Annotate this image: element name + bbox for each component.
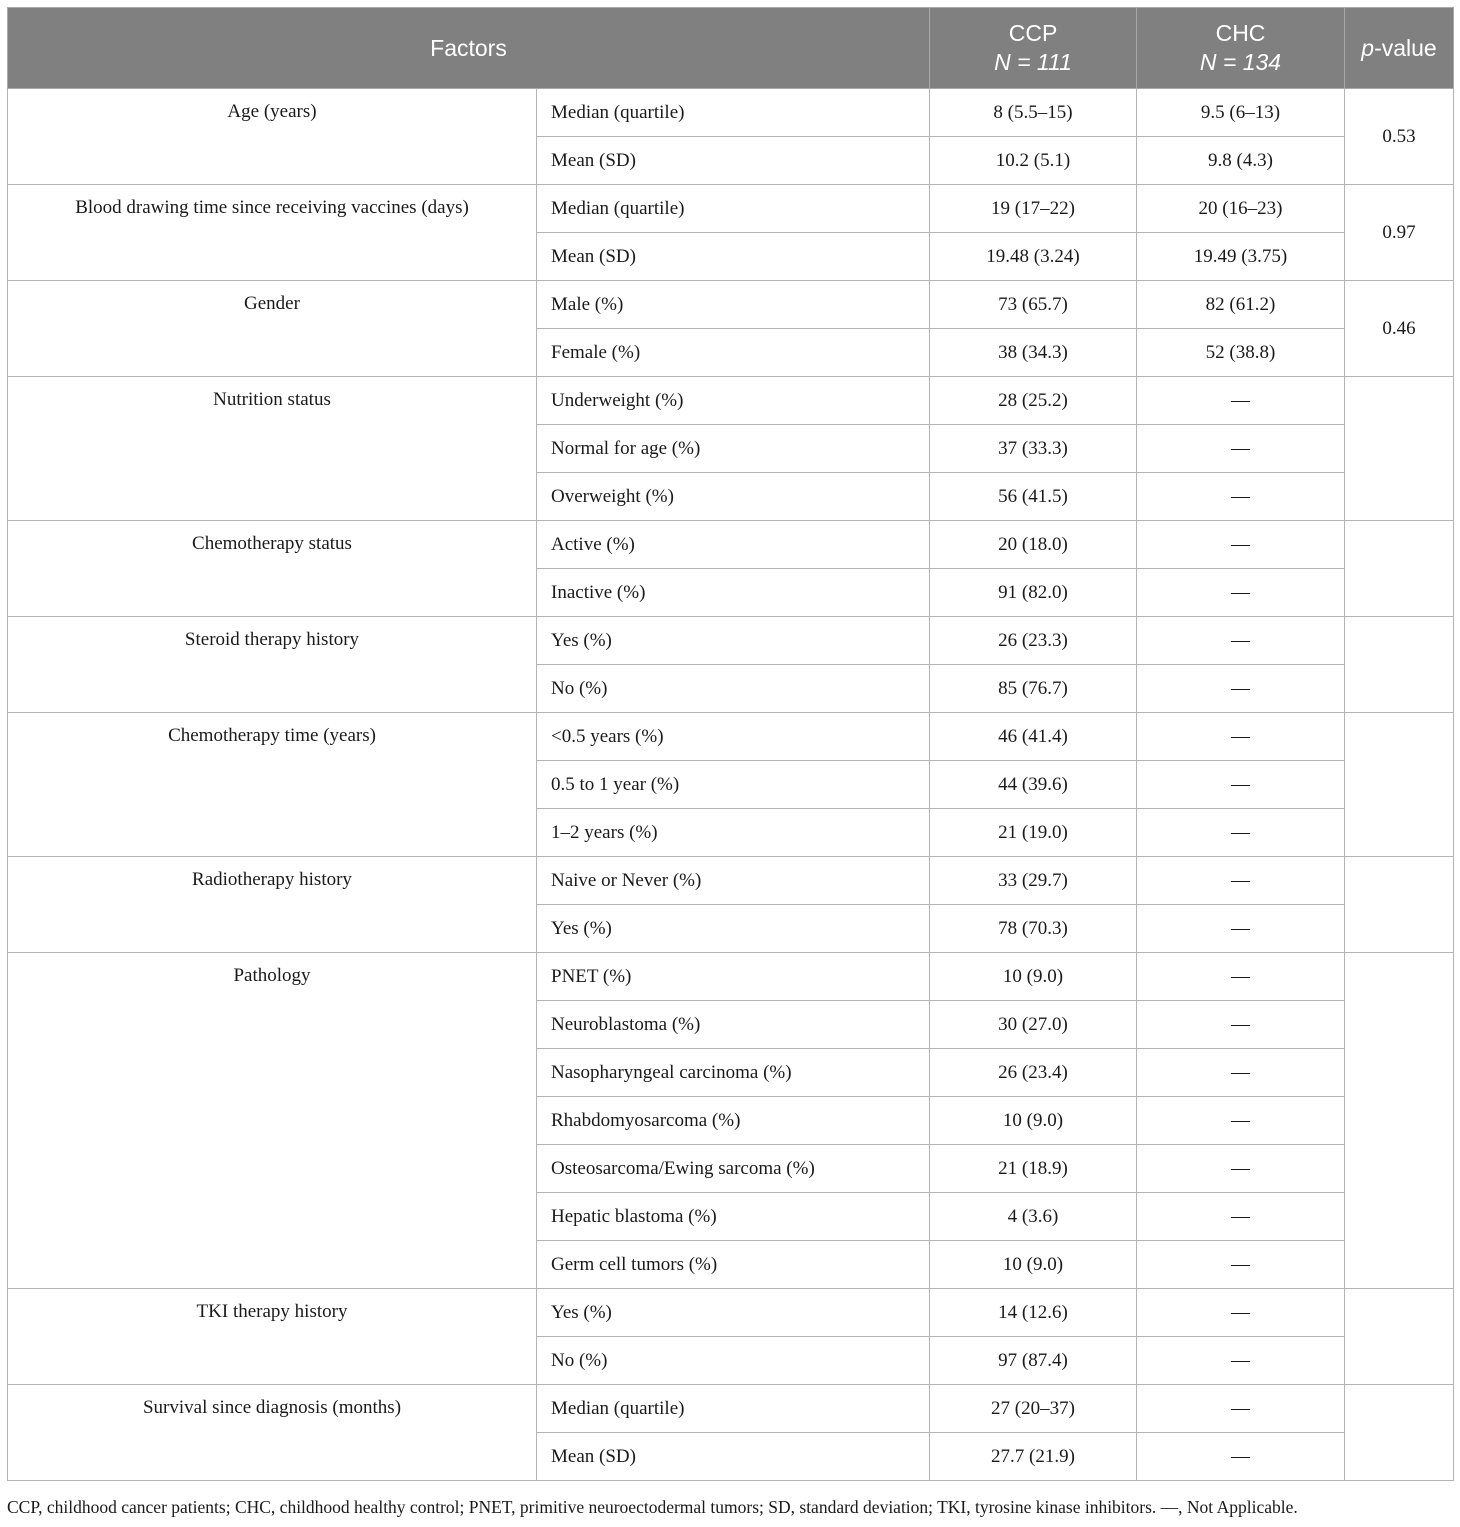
chc-value-cell: —	[1137, 1001, 1345, 1049]
factor-cell: Nutrition status	[8, 377, 537, 521]
table-body	[8, 89, 1454, 1481]
ccp-value-cell: 21 (19.0)	[930, 809, 1137, 857]
chc-value-cell: —	[1137, 1337, 1345, 1385]
factor-cell: Chemotherapy status	[8, 521, 537, 617]
header-ccp-n-text: N = 111	[994, 49, 1072, 75]
chc-value-cell: 82 (61.2)	[1137, 281, 1345, 329]
table-row	[8, 281, 1454, 329]
level-cell: Naive or Never (%)	[537, 857, 930, 905]
chc-value-cell: —	[1137, 377, 1345, 425]
chc-value-cell: 9.5 (6–13)	[1137, 89, 1345, 137]
level-cell: <0.5 years (%)	[537, 713, 930, 761]
chc-value-cell: —	[1137, 1289, 1345, 1337]
ccp-value-cell: 44 (39.6)	[930, 761, 1137, 809]
chc-value-cell: —	[1137, 473, 1345, 521]
ccp-value-cell: 8 (5.5–15)	[930, 89, 1137, 137]
ccp-value-cell: 91 (82.0)	[930, 569, 1137, 617]
chc-value-cell: —	[1137, 665, 1345, 713]
chc-value-cell: —	[1137, 809, 1345, 857]
factor-cell: TKI therapy history	[8, 1289, 537, 1385]
ccp-value-cell: 26 (23.4)	[930, 1049, 1137, 1097]
p-value-cell	[1345, 1289, 1454, 1385]
ccp-value-cell: 73 (65.7)	[930, 281, 1137, 329]
header-chc-label: CHC	[1215, 20, 1266, 46]
level-cell: Mean (SD)	[537, 137, 930, 185]
chc-value-cell: 9.8 (4.3)	[1137, 137, 1345, 185]
level-cell: Nasopharyngeal carcinoma (%)	[537, 1049, 930, 1097]
chc-value-cell: —	[1137, 425, 1345, 473]
chc-value-cell: 20 (16–23)	[1137, 185, 1345, 233]
chc-value-cell: —	[1137, 1145, 1345, 1193]
chc-value-cell: —	[1137, 569, 1345, 617]
level-cell: Mean (SD)	[537, 233, 930, 281]
chc-value-cell: —	[1137, 1241, 1345, 1289]
level-cell: Overweight (%)	[537, 473, 930, 521]
level-cell: Underweight (%)	[537, 377, 930, 425]
table-row	[8, 377, 1454, 425]
p-value-cell	[1345, 713, 1454, 857]
table-row	[8, 617, 1454, 665]
ccp-value-cell: 97 (87.4)	[930, 1337, 1137, 1385]
factor-cell: Radiotherapy history	[8, 857, 537, 953]
header-chc	[1137, 8, 1345, 89]
table-row	[8, 857, 1454, 905]
header-p-rest: -value	[1374, 34, 1437, 61]
ccp-value-cell: 4 (3.6)	[930, 1193, 1137, 1241]
ccp-value-cell: 20 (18.0)	[930, 521, 1137, 569]
chc-value-cell: —	[1137, 857, 1345, 905]
p-value-cell	[1345, 953, 1454, 1289]
chc-value-cell: —	[1137, 521, 1345, 569]
chc-value-cell: —	[1137, 1049, 1345, 1097]
factor-cell: Survival since diagnosis (months)	[8, 1385, 537, 1481]
ccp-value-cell: 28 (25.2)	[930, 377, 1137, 425]
header-chc-n	[1137, 48, 1344, 77]
chc-value-cell: —	[1137, 761, 1345, 809]
p-value-cell	[1345, 1385, 1454, 1481]
level-cell: Normal for age (%)	[537, 425, 930, 473]
table-row	[8, 1289, 1454, 1337]
table-row	[8, 185, 1454, 233]
chc-value-cell: —	[1137, 1385, 1345, 1433]
table-row	[8, 713, 1454, 761]
level-cell: Yes (%)	[537, 617, 930, 665]
chc-value-cell: —	[1137, 1097, 1345, 1145]
header-ccp-label: CCP	[1008, 20, 1058, 46]
ccp-value-cell: 38 (34.3)	[930, 329, 1137, 377]
level-cell: Rhabdomyosarcoma (%)	[537, 1097, 930, 1145]
chc-value-cell: 52 (38.8)	[1137, 329, 1345, 377]
p-value-cell	[1345, 377, 1454, 521]
level-cell: Germ cell tumors (%)	[537, 1241, 930, 1289]
factor-cell: Age (years)	[8, 89, 537, 185]
level-cell: Median (quartile)	[537, 1385, 930, 1433]
factor-cell: Gender	[8, 281, 537, 377]
level-cell: No (%)	[537, 665, 930, 713]
header-ccp-n	[930, 48, 1136, 77]
ccp-value-cell: 27.7 (21.9)	[930, 1433, 1137, 1481]
table-row	[8, 1385, 1454, 1433]
ccp-value-cell: 10 (9.0)	[930, 1241, 1137, 1289]
chc-value-cell: —	[1137, 905, 1345, 953]
header-factors: Factors	[8, 8, 930, 89]
level-cell: No (%)	[537, 1337, 930, 1385]
p-value-cell	[1345, 617, 1454, 713]
ccp-value-cell: 10 (9.0)	[930, 953, 1137, 1001]
ccp-value-cell: 10.2 (5.1)	[930, 137, 1137, 185]
level-cell: Mean (SD)	[537, 1433, 930, 1481]
level-cell: Neuroblastoma (%)	[537, 1001, 930, 1049]
ccp-value-cell: 56 (41.5)	[930, 473, 1137, 521]
ccp-value-cell: 19.48 (3.24)	[930, 233, 1137, 281]
ccp-value-cell: 19 (17–22)	[930, 185, 1137, 233]
header-p-italic: p	[1361, 34, 1375, 61]
level-cell: Active (%)	[537, 521, 930, 569]
chc-value-cell: —	[1137, 1193, 1345, 1241]
level-cell: Yes (%)	[537, 905, 930, 953]
factor-cell: Blood drawing time since receiving vaccines (days)	[8, 185, 537, 281]
ccp-value-cell: 26 (23.3)	[930, 617, 1137, 665]
table-row	[8, 89, 1454, 137]
ccp-value-cell: 78 (70.3)	[930, 905, 1137, 953]
level-cell: Median (quartile)	[537, 185, 930, 233]
factor-cell: Chemotherapy time (years)	[8, 713, 537, 857]
level-cell: Osteosarcoma/Ewing sarcoma (%)	[537, 1145, 930, 1193]
p-value-cell: 0.97	[1345, 185, 1454, 281]
ccp-value-cell: 14 (12.6)	[930, 1289, 1137, 1337]
ccp-value-cell: 10 (9.0)	[930, 1097, 1137, 1145]
chc-value-cell: —	[1137, 953, 1345, 1001]
level-cell: PNET (%)	[537, 953, 930, 1001]
header-ccp	[930, 8, 1137, 89]
ccp-value-cell: 21 (18.9)	[930, 1145, 1137, 1193]
level-cell: Hepatic blastoma (%)	[537, 1193, 930, 1241]
p-value-cell: 0.53	[1345, 89, 1454, 185]
factor-cell: Steroid therapy history	[8, 617, 537, 713]
chc-value-cell: —	[1137, 617, 1345, 665]
level-cell: Yes (%)	[537, 1289, 930, 1337]
level-cell: Inactive (%)	[537, 569, 930, 617]
ccp-value-cell: 27 (20–37)	[930, 1385, 1137, 1433]
table-row	[8, 521, 1454, 569]
level-cell: Male (%)	[537, 281, 930, 329]
characteristics-table	[7, 7, 1454, 1481]
level-cell: 1–2 years (%)	[537, 809, 930, 857]
ccp-value-cell: 46 (41.4)	[930, 713, 1137, 761]
chc-value-cell: —	[1137, 1433, 1345, 1481]
header-row	[8, 8, 1454, 89]
level-cell: Median (quartile)	[537, 89, 930, 137]
ccp-value-cell: 37 (33.3)	[930, 425, 1137, 473]
p-value-cell	[1345, 857, 1454, 953]
table-row	[8, 953, 1454, 1001]
level-cell: Female (%)	[537, 329, 930, 377]
p-value-cell: 0.46	[1345, 281, 1454, 377]
ccp-value-cell: 85 (76.7)	[930, 665, 1137, 713]
p-value-cell	[1345, 521, 1454, 617]
header-chc-n-text: N = 134	[1199, 49, 1282, 75]
chc-value-cell: 19.49 (3.75)	[1137, 233, 1345, 281]
factor-cell: Pathology	[8, 953, 537, 1289]
chc-value-cell: —	[1137, 713, 1345, 761]
level-cell: 0.5 to 1 year (%)	[537, 761, 930, 809]
ccp-value-cell: 33 (29.7)	[930, 857, 1137, 905]
header-p-value	[1345, 8, 1454, 89]
table-footnote: CCP, childhood cancer patients; CHC, childhood healthy control; PNET, primitive neuroectodermal tumors; SD, standard deviation; TKI, tyrosine kinase inhibitors. —, Not Applicable.	[7, 1497, 1298, 1517]
ccp-value-cell: 30 (27.0)	[930, 1001, 1137, 1049]
table-container	[7, 7, 1453, 1481]
